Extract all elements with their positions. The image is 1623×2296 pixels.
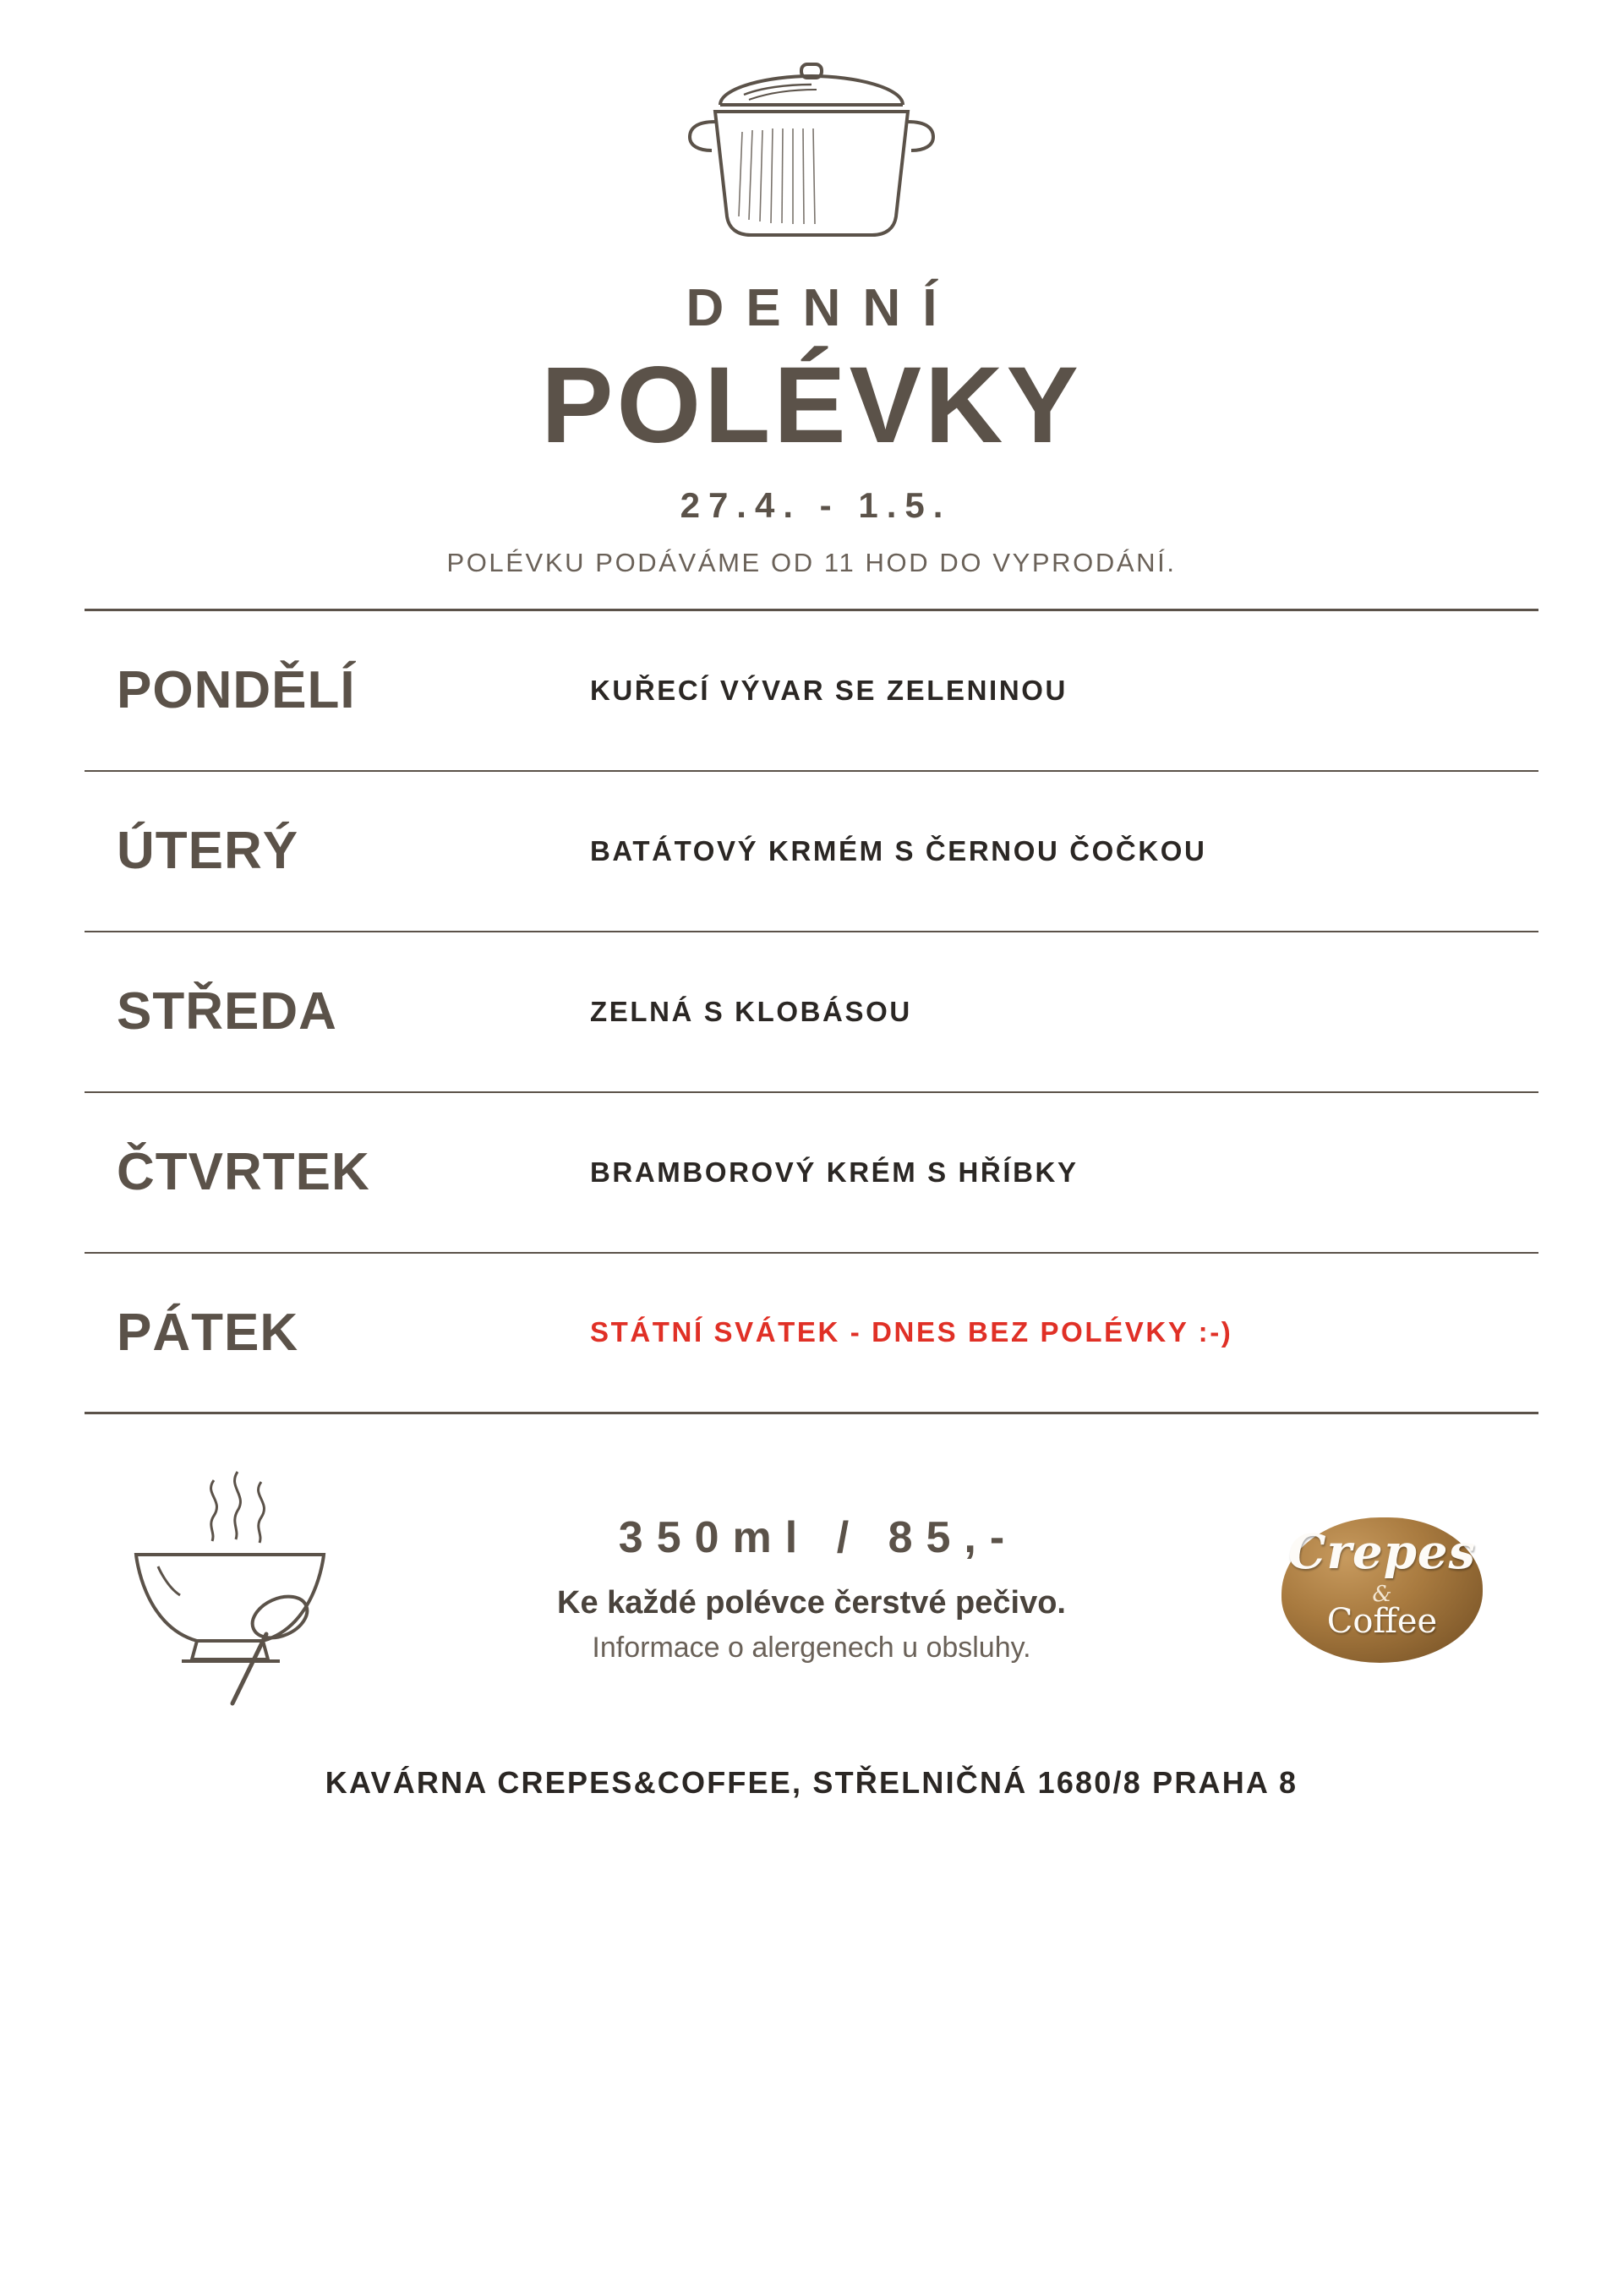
bowl-icon-wrap	[101, 1460, 380, 1718]
crepes-coffee-logo	[1260, 1504, 1505, 1673]
logo-brand-text: Crepes	[1287, 1524, 1476, 1581]
logo-sub-text: Coffee	[1326, 1602, 1438, 1642]
soup-pot-icon	[85, 51, 1538, 258]
soup-name: BATÁTOVÝ KRMÉM S ČERNOU ČOČKOU	[590, 834, 1207, 866]
soup-name: KUŘECÍ VÝVAR SE ZELENINOU	[590, 674, 1068, 706]
brand-logo	[1243, 1504, 1522, 1673]
page-title: POLÉVKY	[541, 345, 1082, 467]
menu-table	[85, 609, 1538, 1414]
page-title-small: DENNÍ	[686, 279, 959, 337]
footer-text-block	[380, 1512, 1243, 1665]
day-label: ÚTERÝ	[117, 822, 299, 881]
soup-name: BRAMBOROVÝ KRÉM S HŘÍBKY	[590, 1156, 1079, 1188]
allergen-note: Informace o alergenech u obsluhy.	[592, 1632, 1031, 1665]
table-row	[85, 932, 1538, 1093]
address-line: KAVÁRNA CREPES&COFFEE, STŘELNIČNÁ 1680/8 PRAHA 8	[325, 1764, 1298, 1800]
soup-name-holiday: STÁTNÍ SVÁTEK - DNES BEZ POLÉVKY :-)	[590, 1316, 1233, 1348]
poster-footer	[85, 1460, 1538, 1718]
soup-bowl-with-spoon-icon	[114, 1460, 368, 1718]
soup-name: ZELNÁ S KLOBÁSOU	[590, 995, 912, 1027]
table-row	[85, 772, 1538, 932]
table-row	[85, 1093, 1538, 1254]
day-label: ČTVRTEK	[117, 1143, 370, 1202]
date-range: 27.4. - 1.5.	[680, 484, 952, 525]
price-label: 350ml / 85,-	[618, 1513, 1019, 1563]
day-label: PÁTEK	[117, 1303, 299, 1362]
serving-note: POLÉVKU PODÁVÁME OD 11 HOD DO VYPRODÁNÍ.	[446, 547, 1177, 577]
poster-header	[85, 0, 1538, 578]
bread-note: Ke každé polévce čerstvé pečivo.	[557, 1585, 1066, 1621]
table-row	[85, 1254, 1538, 1414]
table-row	[85, 611, 1538, 772]
logo-ampersand: &	[1372, 1582, 1392, 1608]
day-label: PONDĚLÍ	[117, 661, 356, 720]
day-label: STŘEDA	[117, 982, 337, 1041]
